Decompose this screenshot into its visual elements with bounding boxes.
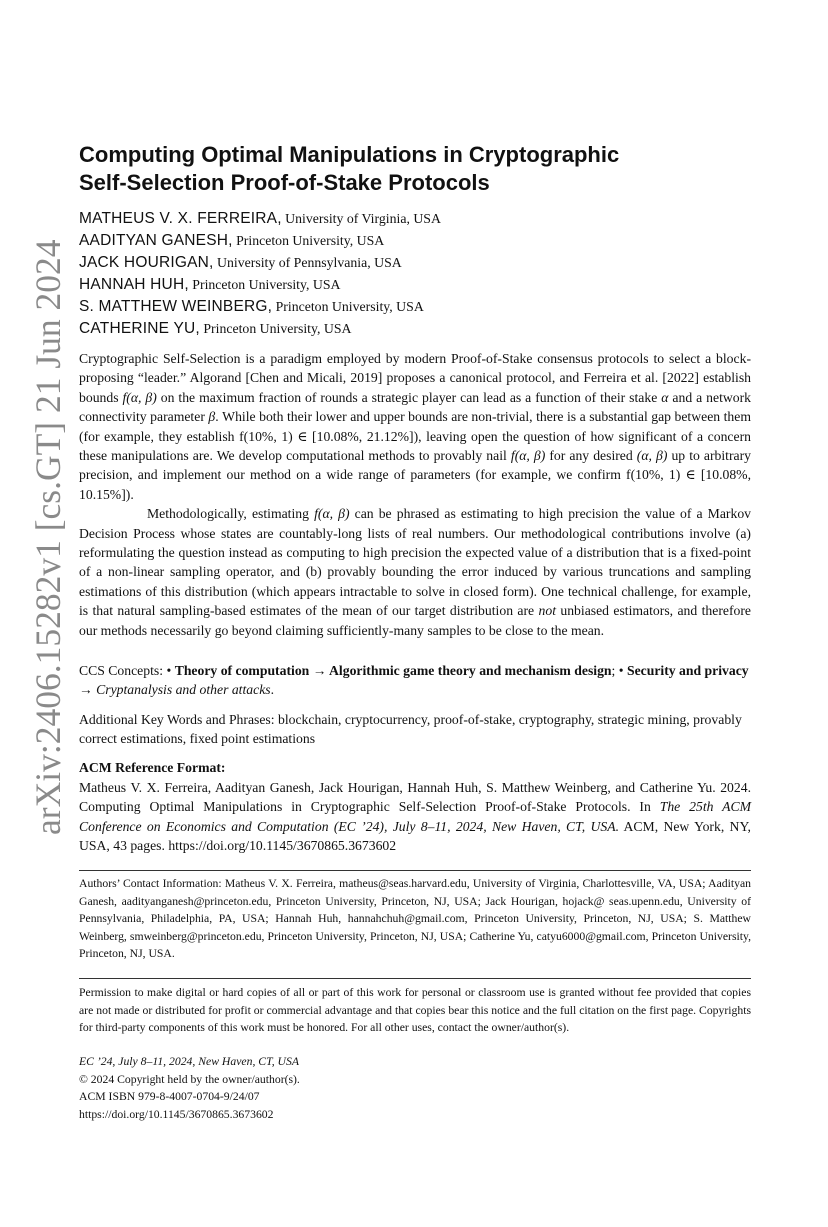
author-name: JACK HOURIGAN,	[79, 254, 214, 271]
author-entry	[79, 274, 759, 296]
author-entry	[79, 230, 759, 252]
abstract-text: up to arbitrary precision, and implement our method on a wide range of parameters (for example, we confirm	[79, 448, 752, 483]
permission-notice: Permission to make digital or hard copies of all or part of this work for personal or classroom use is granted without fee provided that copies are not made or distributed for profit or commercial advantage and that copies bear this notice and the full citation on the first page. Copyrights for third-party components of this work must be honored. For all other uses, contact the owner/author(s).	[79, 986, 751, 1035]
author-affiliation: Princeton University, USA	[188, 277, 341, 292]
author-name: HANNAH HUH,	[79, 276, 189, 293]
author-name: MATHEUS V. X. FERREIRA,	[79, 210, 282, 227]
reference-venue: The 25th ACM Conference on Economics and Computation (EC ’24), July 8–11, 2024, New Haven, CT, USA.	[79, 799, 751, 834]
ccs-concept: Security and privacy	[626, 663, 749, 678]
reference-text: Matheus V. X. Ferreira, Aadityan Ganesh, Jack Hourigan, Hannah Huh, S. Matthew Weinberg, and Catherine Yu. 2024. Computing Optimal Manipulations in Cryptographic Self-Selection Proof-of-Stake Protocols. In	[79, 780, 751, 815]
acm-reference	[79, 778, 751, 856]
arxiv-side-stamp: arXiv:2406.15282v1 [cs.GT] 21 Jun 2024	[28, 239, 68, 835]
emphasis: not	[538, 603, 556, 619]
ccs-arrow: →	[79, 682, 97, 698]
divider	[79, 978, 751, 979]
abstract-text: Cryptographic Self-Selection is a paradigm employed by modern Proof-of-Stake consensus protocols to select a block-proposing “leader.” Algorand [Chen and Micali, 2019] proposes a canonical protocol, and Ferreira et al. [2022] establish bounds	[79, 351, 751, 405]
ccs-concept: Cryptanalysis and other attacks	[96, 682, 271, 698]
math-expression: f(α, β)	[314, 506, 350, 522]
venue-line: EC ’24, July 8–11, 2024, New Haven, CT, USA	[79, 1055, 299, 1068]
isbn-line: ACM ISBN 979-8-4007-0704-9/24/07	[79, 1090, 260, 1104]
author-entry	[79, 252, 759, 274]
abstract-text: for any desired	[545, 448, 637, 464]
author-list	[79, 208, 759, 340]
divider	[79, 870, 751, 871]
abstract-text: on the maximum fraction of rounds a strategic player can lead as a function of their stake	[156, 389, 662, 405]
reference-text: ACM, New York, NY, USA, 43 pages. https://doi.org/10.1145/3670865.3673602	[79, 818, 751, 854]
abstract-text: and a network connectivity parameter	[79, 389, 752, 425]
math-expression: f(10%, 1) ∈ [10.08%, 21.12%]	[239, 428, 414, 444]
author-name: S. MATTHEW WEINBERG,	[79, 298, 273, 315]
author-name: AADITYAN GANESH,	[79, 232, 233, 249]
ccs-end: .	[270, 682, 275, 698]
author-affiliation: Princeton University, USA	[199, 321, 352, 336]
paper-title	[79, 141, 759, 197]
abstract-text: can be phrased as estimating to high precision the value of a Markov Decision Process whose states are countably-long lists of real numbers. Our methodological contributions involve (a) reformulating the question instead as computing to high precision the expected value of a distribution that is a fixed-point of a non-linear sampling operator, and (b) provably bounding the error induced by various truncations and sampling estimations of this distribution (which appears intractable to solve in closed form). One technical challenge, for example, is that natural sampling-based estimates of the mean of our target distribution are	[79, 506, 752, 619]
ccs-label: CCS Concepts: •	[79, 663, 175, 678]
title-line-1: Computing Optimal Manipulations in Cryptographic	[79, 142, 620, 167]
keywords: Additional Key Words and Phrases: blockchain, cryptocurrency, proof-of-stake, cryptography, strategic mining, provably correct estimations, fixed point estimations	[79, 712, 742, 747]
copyright-block	[79, 1053, 751, 1123]
ccs-concept: Theory of computation → Algorithmic game theory and mechanism design	[174, 663, 612, 678]
author-entry	[79, 296, 759, 318]
abstract-text: ), leaving open the question of how significant of a concern these manipulations are. We develop computational methods to provably nail	[79, 428, 751, 464]
math-symbol: β	[208, 409, 216, 425]
author-affiliation: Princeton University, USA	[272, 299, 424, 314]
abstract-text: unbiased estimators, and therefore our methods necessarily go beyond claiming sufficiently-many samples to be close to the mean.	[79, 603, 751, 638]
math-expression: f(α, β)	[122, 389, 157, 405]
author-entry	[79, 208, 759, 230]
author-contacts: Authors’ Contact Information: Matheus V. X. Ferreira, matheus@seas.harvard.edu, University of Virginia, Charlottesville, VA, USA; Aadityan Ganesh, aadityanganesh@princeton.edu, Princeton University, Princeton, NJ, USA; Jack Hourigan, hojack@ seas.upenn.edu, University of Pennsylvania, Philadelphia, PA, USA; Hannah Huh, hannahchuh@gmail.com, Princeton University, Princeton, NJ, USA; S. Matthew Weinberg, smweinberg@princeton.edu, Princeton University, Princeton, NJ, USA; Catherine Yu, catyu6000@gmail.com, Princeton University, Princeton, NJ, USA.	[79, 877, 751, 961]
author-entry	[79, 318, 759, 340]
abstract-text: ).	[125, 486, 134, 502]
doi-link[interactable]: https://doi.org/10.1145/3670865.3673602	[79, 1107, 274, 1121]
author-affiliation: University of Virginia, USA	[281, 211, 441, 226]
abstract-text: Methodologically, estimating	[147, 506, 315, 522]
title-line-2: Self-Selection Proof-of-Stake Protocols	[79, 170, 490, 195]
copyright-line: © 2024 Copyright held by the owner/author(s).	[79, 1072, 300, 1086]
abstract-text: . While both their lower and upper bounds are non-trivial, there is a substantial gap between them (for example, they establish	[79, 409, 751, 444]
math-expression: f(α, β)	[510, 448, 546, 464]
author-affiliation: University of Pennsylvania, USA	[213, 255, 402, 270]
math-expression: f(10%, 1) ∈ [10.08%, 10.15%]	[79, 467, 751, 502]
math-symbol: α	[661, 389, 669, 405]
abstract	[79, 349, 751, 640]
math-expression: (α, β)	[636, 448, 668, 464]
abstract-paragraph-2	[79, 504, 751, 640]
abstract-paragraph-1	[79, 349, 751, 504]
author-name: CATHERINE YU,	[79, 320, 200, 337]
ccs-separator: ; •	[611, 663, 627, 678]
acm-reference-heading: ACM Reference Format:	[79, 760, 226, 775]
author-affiliation: Princeton University, USA	[232, 233, 385, 248]
ccs-concepts	[79, 661, 751, 700]
